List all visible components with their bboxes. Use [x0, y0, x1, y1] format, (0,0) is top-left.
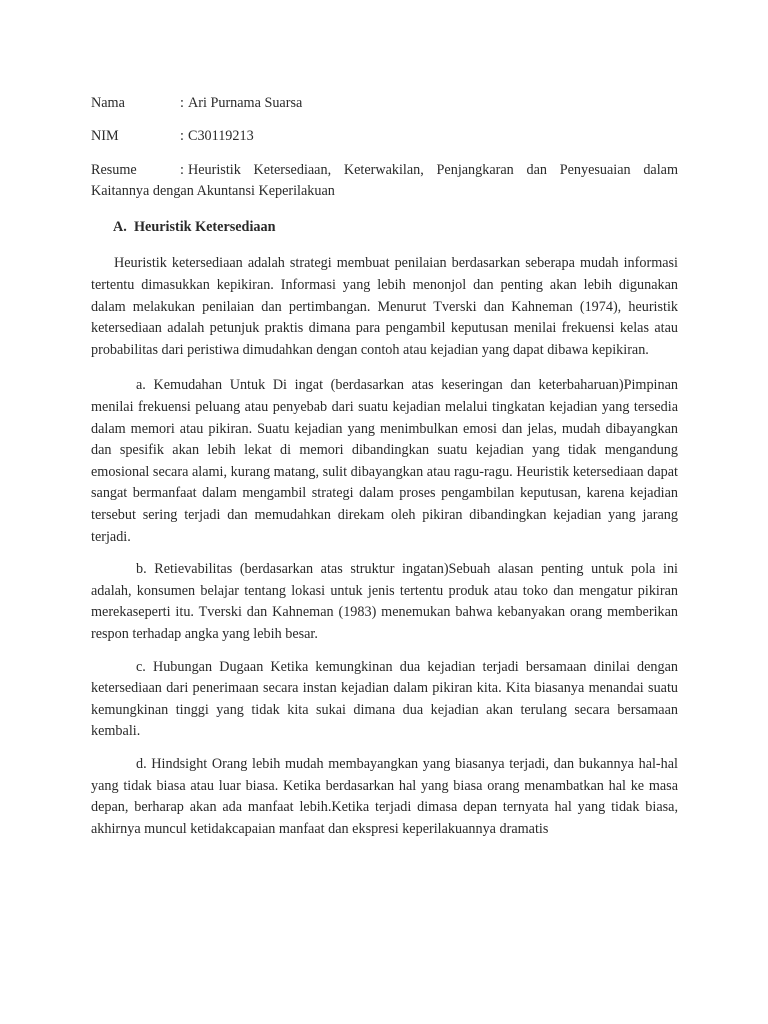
- section-letter: A.: [113, 218, 127, 235]
- resume-row: [91, 160, 678, 203]
- paragraph-item-c: c. Hubungan Dugaan Ketika kemungkinan dua kejadian terjadi bersamaan dinilai dengan ketersediaan dari penerimaan secara instan kejadian dalam pikiran kita. Kita biasanya menandai suatu kemungkinan tinggi yang tidak kita sukai dimana dua kejadian akan terulang secara bersamaan kembali.: [91, 658, 678, 740]
- nama-colon: :: [180, 95, 184, 111]
- resume-title-line2: Kaitannya dengan Akuntansi Keperilakuan: [91, 183, 335, 200]
- document-page: [91, 93, 678, 851]
- nim-colon: :: [180, 128, 184, 145]
- nama-row: [91, 93, 678, 115]
- resume-colon: :: [180, 161, 184, 178]
- paragraph-item-b: b. Retievabilitas (berdasarkan atas struktur ingatan)Sebuah alasan penting untuk pola ini adalah, konsumen belajar tentang lokasi untuk jenis tertentu produk atau toko dan mengatur pikiran merekaseperti itu. Tverski dan Kahneman (1983) menemukan bahwa kebanyakan orang memberikan respon terhadap angka yang lebih besar.: [91, 561, 678, 642]
- paragraph-item-a: a. Kemudahan Untuk Di ingat (berdasarkan atas keseringan dan keterbaharuan)Pimpinan menilai frekuensi peluang atau penyebab dari suatu kejadian melalui tingkatan kejadian yang tersedia dalam memori atau pikiran. Suatu kejadian yang menimbulkan emosi dan jelas, mudah dibayangkan dan spesifik akan lebih lekat di memori dibandingkan suatu kejadian yang tidak mengandung emosional secara alami, kurang matang, sulit dibayangkan atau ragu-ragu. Heuristik ketersediaan dapat sangat bermanfaat dalam mengambil strategi dalam proses pengambilan keputusan, karena kejadian tersebut sering terjadi dan memudahkan direkam oleh pikiran dibandingkan kejadian yang jarang terjadi.: [91, 377, 678, 545]
- section-title: Heuristik Ketersediaan: [134, 218, 276, 235]
- nim-label: NIM: [91, 128, 119, 145]
- section-heading: [113, 217, 678, 239]
- nama-label: Nama: [91, 95, 125, 111]
- nama-value: Ari Purnama Suarsa: [188, 95, 303, 111]
- paragraph-item-d: d. Hindsight Orang lebih mudah membayangkan yang biasanya terjadi, dan bukannya hal-hal yang tidak biasa atau luar biasa. Ketika berdasarkan hal yang biasa orang menambatkan hal ke masa depan, berharap akan ada manfaat lebih.Ketika terjadi dimasa depan ternyata hal yang tidak biasa, akhirnya muncul ketidakcapaian manfaat dan ekspresi keperilakuannya dramatis: [91, 755, 678, 837]
- intro-paragraph: Heuristik ketersediaan adalah strategi membuat penilaian berdasarkan seberapa mudah informasi tertentu dimasukkan kepikiran. Informasi yang lebih menonjol dan penting akan lebih digunakan dalam melakukan penilaian dan pertimbangan. Menurut Tverski dan Kahneman (1974), heuristik ketersediaan adalah petunjuk praktis dimana para pengambil keputusan menilai frekuensi kelas atau probabilitas dari peristiwa dimudahkan dengan contoh atau kejadian yang dapat dibawa kepikiran.: [91, 255, 678, 358]
- resume-label: Resume: [91, 161, 137, 178]
- nim-value: C30119213: [188, 128, 254, 145]
- resume-title-line1: Heuristik Ketersediaan, Keterwakilan, Penjangkaran dan Penyesuaian dalam: [188, 161, 678, 178]
- nim-row: [91, 126, 678, 148]
